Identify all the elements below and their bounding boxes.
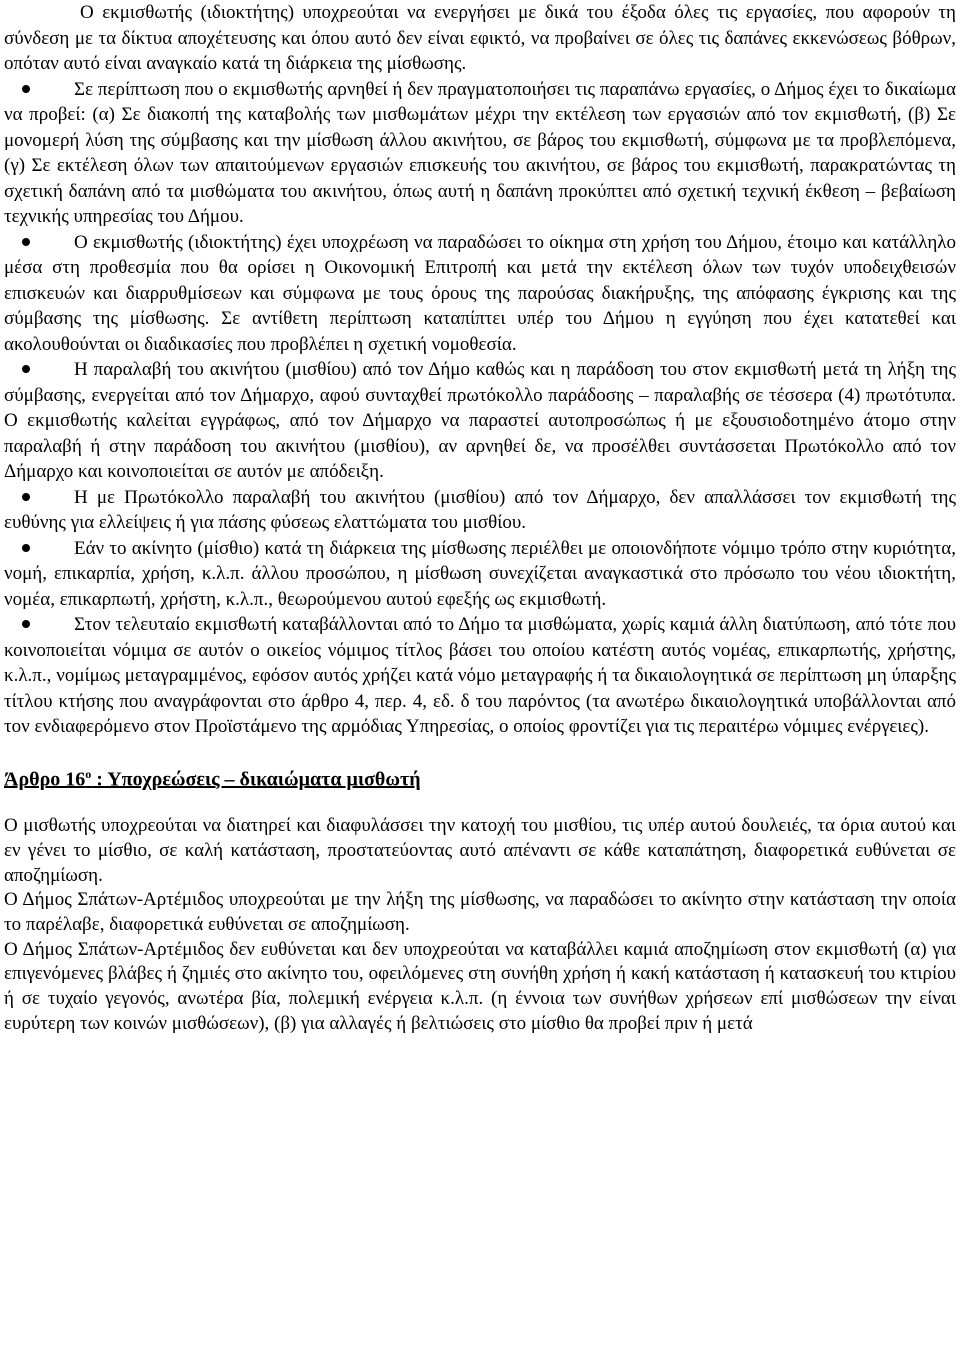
article-prefix: Άρθρο 16 (4, 768, 86, 791)
bullet-icon (22, 493, 30, 501)
bullet-icon (22, 544, 30, 552)
body-paragraph: Ο Δήμος Σπάτων-Αρτέμιδος υποχρεούται με την λήξη της μίσθωσης, να παραδώσει το ακίνητο στην κατάσταση την οποία το παρέλαβε, διαφορετικά ευθύνεται σε αποζημίωση. (4, 889, 956, 935)
bullet-item (4, 612, 956, 740)
bullet-icon (22, 238, 30, 246)
bullet-text: Στον τελευταίο εκμισθωτή καταβάλλονται από το Δήμο τα μισθώματα, χωρίς καμιά άλλη διατύπωση, από τότε που κοινοποιείται νόμιμα σε αυτόν ο οικείος νόμιμος τίτλος βάσει του οποίου κατέστη αυτός νομέας, επικαρπωτής, χρήστης, κ.λ.π., νομίμως μεταγραμμένος, εφόσον αυτός χρήζει κατά νόμο μεταγραφής ή τα δικαιολογητικά σε περίπτωση μη ύπαρξης τίτλου κτήσης που αναγράφονται στο άρθρο 4, περ. 4, εδ. δ του παρόντος (τα ανωτέρω δικαιολογητικά υποβάλλονται από τον ενδιαφερόμενο στον Προϊστάμενο της αρμόδιας Υπηρεσίας, ο οποίος φροντίζει για τις περαιτέρω νόμιμες ενέργειες). (4, 614, 956, 737)
document-page (4, 0, 956, 1036)
article-superscript: ο (85, 766, 92, 781)
bullet-item (4, 485, 956, 536)
article-heading (4, 762, 956, 793)
intro-paragraph: Ο εκμισθωτής (ιδιοκτήτης) υποχρεούται να ενεργήσει με δικά του έξοδα όλες τις εργασίες, που αφορούν τη σύνδεση με τα δίκτυα αποχέτευσης και όπου αυτό δεν είναι εφικτό, να προβαίνει σε όλες τις δαπάνες εκκενώσεως βόθρων, οπόταν αυτό είναι αναγκαίο κατά τη διάρκεια της μίσθωσης. (4, 2, 956, 74)
bullet-text: Ο εκμισθωτής (ιδιοκτήτης) έχει υποχρέωση να παραδώσει το οίκημα στη χρήση του Δήμου, έτοιμο και κατάλληλο μέσα στη προθεσμία που θα ορίσει η Οικονομική Επιτροπή και μετά την εκτέλεση όλων των τυχόν υποδειχθεισών επισκευών και διαρρυθμίσεων και σύμφωνα με τους όρους της παρούσας διακήρυξης, της απόφασης έγκρισης και της σύμβασης της μίσθωσης. Σε αντίθετη περίπτωση καταπίπτει υπέρ του Δήμου η εγγύηση που έχει κατατεθεί και ακολουθούνται οι διαδικασίες που προβλέπει η σχετική νομοθεσία. (4, 231, 956, 355)
bullet-text: Η με Πρωτόκολλο παραλαβή του ακινήτου (μισθίου) από τον Δήμαρχο, δεν απαλλάσσει τον εκμισθωτή της ευθύνης για ελλείψεις ή για πάσης φύσεως ελαττώματα του μισθίου. (4, 486, 956, 533)
bullet-text: Εάν το ακίνητο (μίσθιο) κατά τη διάρκεια της μίσθωσης περιέλθει με οποιονδήποτε νόμιμο τρόπο στην κυριότητα, νομή, επικαρπία, χρήση, κ.λ.π. άλλου προσώπου, η μίσθωση συνεχίζεται αναγκαστικά στο πρόσωπο του νέου ιδιοκτήτη, νομέα, επικαρπωτή, χρήστη, κ.λ.π., θεωρούμενου αυτού εφεξής ως εκμισθωτή. (4, 537, 956, 610)
bullet-icon (22, 85, 30, 93)
bullet-icon (22, 620, 30, 628)
article-title: : Υποχρεώσεις – δικαιώματα μισθωτή (91, 768, 421, 791)
bullet-item (4, 357, 956, 485)
bullet-item (4, 77, 956, 230)
bullet-item (4, 536, 956, 613)
body-paragraph: Ο Δήμος Σπάτων-Αρτέμιδος δεν ευθύνεται και δεν υποχρεούται να καταβάλλει καμιά αποζημίωση στον εκμισθωτή (α) για επιγενόμενες βλάβες ή ζημιές στο ακίνητο του, οφειλόμενες στη συνήθη χρήση ή κακή κατάσταση ή κατασκευή του κτιρίου ή σε τυχαίο γεγονός, ανωτέρα βία, πολεμική ενέργεια κ.λ.π. (η έννοια των συνήθων χρήσεων επί μισθώσεων την είναι ευρύτερη των κοινών μισθώσεων), (β) για αλλαγές ή βελτιώσεις στο μίσθιο θα προβεί πριν ή μετά (4, 938, 956, 1034)
bullet-text: Η παραλαβή του ακινήτου (μισθίου) από τον Δήμο καθώς και η παράδοση του στον εκμισθωτή μετά τη λήξη της σύμβασης, ενεργείται από τον Δήμαρχο, αφού συνταχθεί πρωτόκολλο παράδοσης – παραλαβής σε τέσσερα (4) πρωτότυπα. Ο εκμισθωτής καλείται εγγράφως, από τον Δήμαρχο να παραστεί αυτοπροσώπως ή με εξουσιοδοτημένο άτομο στην παραλαβή ή στην παράδοση του ακινήτου (μισθίου), αν αρνηθεί δε, να προσέλθει συντάσσεται Πρωτόκολλο από τον Δήμαρχο και κοινοποιείται σε αυτόν με απόδειξη. (4, 359, 956, 482)
bullet-icon (22, 365, 30, 373)
bullet-text: Σε περίπτωση που ο εκμισθωτής αρνηθεί ή δεν πραγματοποιήσει τις παραπάνω εργασίες, ο Δήμος έχει το δικαίωμα να προβεί: (α) Σε διακοπή της καταβολής των μισθωμάτων μέχρι την εκτέλεση των εργασιών από τον εκμισθωτή, (β) Σε μονομερή λύση της σύμβασης και την μίσθωση άλλου ακινήτου, σε βάρος του εκμισθωτή, σύμφωνα με τα προβλεπόμενα, (γ) Σε εκτέλεση όλων των απαιτούμενων εργασιών επισκευής του ακινήτου, σε βάρος του εκμισθωτή, παρακρατώντας τη σχετική δαπάνη από τα μισθώματα του ακινήτου, όπως αυτή η δαπάνη προκύπτει από σχετική τεχνική έκθεση – βεβαίωση τεχνικής υπηρεσίας του Δήμου. (4, 78, 956, 227)
bullet-item (4, 230, 956, 358)
body-paragraph: Ο μισθωτής υποχρεούται να διατηρεί και διαφυλάσσει την κατοχή του μισθίου, τις υπέρ αυτού δουλειές, τα όρια αυτού και εν γένει το μίσθιο, σε καλή κατάσταση, προστατεύοντας αυτό απέναντι σε κάθε καταπάτηση, διαφορετικά ευθύνεται σε αποζημίωση. (4, 815, 956, 886)
